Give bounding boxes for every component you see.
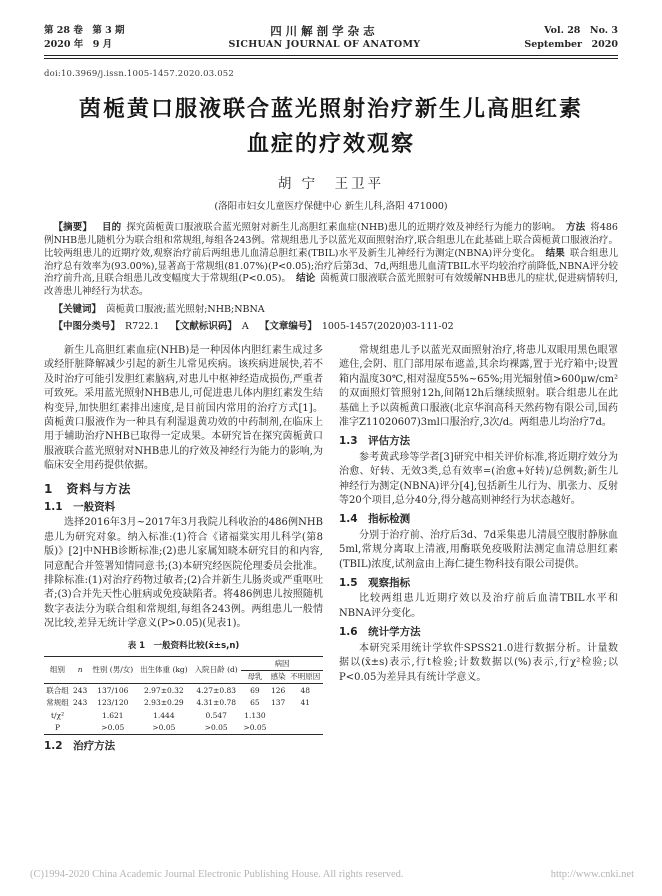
table-cell: 137 (270, 698, 286, 708)
table-cell: 2.93±0.29 (144, 698, 184, 708)
table1-body (44, 684, 323, 735)
doc-code-tag: 【文献标识码】 (170, 320, 237, 332)
journal-masthead (44, 24, 618, 52)
cnki-link[interactable]: http://www.cnki.net (550, 869, 634, 880)
article-number: 1005-1457(2020)03-111-02 (321, 320, 454, 332)
article-affiliation: (洛阳市妇女儿童医疗保健中心 新生儿科,洛阳 471000) (214, 201, 448, 213)
table1-title: 表 1 一般资料比较(x̄±s,n) (127, 640, 240, 651)
section-heading-general-data: 1.1 一般资料 (44, 501, 116, 514)
abstract-methods-label: 方法 (566, 222, 586, 234)
section-heading-observation: 1.5 观察指标 (339, 577, 411, 590)
clc-tag: 【中图分类号】 (53, 320, 121, 332)
table1-col-cause-infection: 感染 (270, 672, 286, 682)
issue-volume-cn: 第 28 卷 第 3 期 (44, 25, 125, 36)
table-cell: P (55, 723, 61, 733)
issue-volume-en: Vol. 28 No. 3 (544, 25, 618, 36)
treatment-paragraph: 常规组患儿予以蓝光双面照射治疗,将患儿双眼用黑色眼罩遮住,会阴、肛门部用尿布遮盖,其余均裸露,置于光疗箱中;设置箱内温度30℃,相对湿度55%~65%;用光辐射值>600μw/cm²的双面照灯管照射12h,间隔12h后继续照射。联合组患儿在此基础上予以茵栀黄口服液(北京华润高科天然药物有限公司,国药准字Z11020607)3ml口服治疗,3次/d。两组患儿均治疗7d。 (339, 344, 618, 428)
table-cell (71, 709, 89, 722)
clc-number: R722.1 (125, 320, 160, 332)
journal-name-block (125, 24, 525, 52)
issue-date-cn: 2020 年 9 月 (44, 39, 113, 50)
issue-date-en: September 2020 (524, 39, 618, 50)
table1-col-cause-breastmilk: 母乳 (247, 672, 263, 682)
abstract-conclusion-text: 茵栀黄口服液联合蓝光照射可有效缓解NHB患儿的症状,促进病情转归,改善患儿神经行为状态。 (44, 273, 618, 298)
abstract-methods-text: 将486例NHB患儿随机分为联合组和常规组,每组各243例。常规组患儿予以蓝光双面照射治疗,联合组患儿在此基础上联合茵栀黄口服液治疗。比较两组患儿的近期疗效,观察治疗前后两组患儿血清总胆红素(TBIL)水平及新生儿神经行为测定(NBNA)评分变化。 (44, 222, 618, 259)
abstract-conclusion-label: 结论 (296, 273, 316, 285)
intro-paragraph: 新生儿高胆红素血症(NHB)是一种因体内胆红素生成过多或经肝脏降解减少引起的新生儿常见疾病。该疾病进展快,若不及时治疗可能引发胆红素脑病,对患儿中枢神经造成损伤,严重者可致死。采用蓝光照射NHB患儿,可促进患儿体内胆红素发生结构变异,加快胆红素排出速度,是目前国内常用的治疗方式[1]。茵栀黄口服液作为一种具有利湿退黄功效的中药制剂,在临床上用于辅助治疗NHB已取得一定成果。本研究旨在探究茵栀黄口服液联合蓝光照射对NHB患儿的疗效及神经行为能力的影响,为临床安全用药提供依据。 (44, 344, 323, 472)
table-cell: 0.547 (205, 710, 227, 720)
table1-col-sex: 性别 (男/女) (92, 665, 134, 675)
table-row (44, 684, 323, 697)
table-row (44, 709, 323, 722)
table-cell: >0.05 (204, 723, 228, 733)
masthead-divider (44, 55, 618, 59)
table-row (44, 722, 323, 735)
table-cell: 65 (250, 698, 260, 708)
issue-info-en (524, 24, 618, 52)
table1-col-cause: 病因 (241, 657, 323, 671)
table-cell: t/χ² (51, 710, 65, 720)
abstract-tag: 【摘要】 (53, 222, 92, 234)
table-cell: 1.444 (153, 710, 175, 720)
keywords-tag: 【关键词】 (53, 303, 102, 315)
issue-info-cn (44, 24, 125, 52)
abstract-objective-label: 目的 (101, 222, 122, 234)
abstract-objective-text: 探究茵栀黄口服液联合蓝光照射对新生儿高胆红素血症(NHB)患儿的近期疗效及神经行为能力的影响。 (126, 222, 561, 234)
table-cell: 126 (270, 685, 286, 695)
table1-col-age: 入院日龄 (d) (194, 665, 238, 675)
abstract-results-label: 结果 (545, 247, 565, 259)
table-cell (288, 709, 323, 722)
table-cell: >0.05 (152, 723, 176, 733)
table-cell: 4.27±0.83 (196, 685, 237, 695)
table-cell: 137/106 (97, 685, 129, 695)
table-cell: 常规组 (46, 698, 69, 708)
table-cell: >0.05 (243, 723, 267, 733)
table-cell: 123/120 (97, 698, 129, 708)
page-footer (30, 869, 634, 880)
journal-name-cn: 四川解剖学杂志 (270, 24, 379, 38)
section-heading-methods: 1 资料与方法 (44, 481, 132, 496)
table-cell: >0.05 (101, 723, 125, 733)
table-cell: 1.621 (102, 710, 124, 720)
section-heading-treatment: 1.2 治疗方法 (44, 740, 116, 753)
table-cell (71, 722, 89, 735)
article-authors: 胡 宁 王卫平 (277, 176, 385, 193)
table-cell: 48 (300, 685, 311, 695)
article-no-tag: 【文章编号】 (259, 320, 317, 332)
table-cell: 4.31±0.78 (196, 698, 237, 708)
table-cell: 243 (72, 698, 88, 708)
table-cell (269, 722, 288, 735)
table-cell: 1.130 (244, 710, 266, 720)
evaluation-paragraph: 参考黄武珍等学者[3]研究中相关评价标准,将近期疗效分为治愈、好转、无效3类,总有效率=(治愈+好转)/总例数;新生儿神经行为测定(NBNA)评分[4],包括新生儿行为、肌张力、反射等20个项目,总分40分,得分越高则神经行为状态越好。 (339, 451, 618, 507)
abstract-paragraph (44, 222, 618, 299)
table-cell: 2.97±0.32 (144, 685, 184, 695)
classification-line (44, 320, 618, 333)
copyright-text: (C)1994-2020 China Academic Journal Electronic Publishing House. All rights reserved. (30, 869, 404, 880)
body-columns (44, 344, 618, 756)
index-detection-paragraph: 分别于治疗前、治疗后3d、7d采集患儿清晨空腹肘静脉血5ml,常规分离取上清液,用酶联免疫吸附法测定血清总胆红素(TBIL)浓度,试剂盒由上海仁捷生物科技有限公司提供。 (339, 529, 618, 570)
table-cell: 41 (300, 698, 311, 708)
table1-col-group: 组别 (50, 665, 66, 675)
table1-col-n: n (77, 665, 83, 675)
abstract-results-text: 联合组患儿治疗总有效率为(93.00%),显著高于常规组(81.07%)(P<0.05);治疗后第3d、7d,两组患儿血清TBIL水平均较治疗前降低,NBNA评分较治疗前升高,且联合组患儿改变幅度大于常规组(P<0.05)。 (44, 247, 618, 285)
table-cell: 联合组 (46, 685, 69, 695)
table-cell: 243 (72, 685, 88, 695)
table1 (44, 656, 323, 735)
table1-col-cause-unknown: 不明原因 (290, 672, 321, 682)
section-heading-statistics: 1.6 统计学方法 (339, 626, 421, 639)
right-column (339, 344, 618, 756)
doc-code: A (241, 320, 249, 332)
observation-paragraph: 比较两组患儿近期疗效以及治疗前后血清TBIL水平和NBNA评分变化。 (339, 593, 618, 619)
keywords-line (44, 303, 618, 316)
table-cell (288, 722, 323, 735)
table-row (44, 697, 323, 710)
table-cell (269, 709, 288, 722)
doi-line: doi:10.3969/j.issn.1005-1457.2020.03.052 (44, 69, 235, 80)
general-data-paragraph: 选择2016年3月~2017年3月我院儿科收治的486例NHB患儿为研究对象。纳入标准:(1)符合《诸福棠实用儿科学(第8版)》[2]中NHB诊断标准;(2)患儿家属知晓本研究目的和内容,同意配合并签署知情同意书;(3)本研究经医院伦理委员会批准。排除标准:(1)对治疗药物过敏者;(2)合并新生儿肠炎或严重呕吐者;(3)合并先天性心脏病或免疫缺陷者。将486例患儿按照随机数字表法分为联合组和常规组,每组各243例。两组患儿一般情况比较,差异无统计学意义(P>0.05)(见表1)。 (44, 517, 323, 630)
statistics-paragraph: 本研究采用统计学软件SPSS21.0进行数据分析。计量数据以(x̄±s)表示,行t检验;计数数据以(%)表示,行χ²检验;以P<0.05为差异具有统计学意义。 (339, 642, 618, 683)
keywords-text: 茵栀黄口服液;蓝光照射;NHB;NBNA (106, 303, 265, 315)
left-column (44, 344, 323, 756)
table1-col-weight: 出生体重 (kg) (140, 665, 188, 675)
table-cell: 69 (250, 685, 260, 695)
section-heading-index-detection: 1.4 指标检测 (339, 513, 411, 526)
section-heading-evaluation: 1.3 评估方法 (339, 435, 411, 448)
table1-header (44, 657, 323, 684)
article-title: 茵栀黄口服液联合蓝光照射治疗新生儿高胆红素血症的疗效观察 (78, 96, 583, 158)
journal-name-en: SICHUAN JOURNAL OF ANATOMY (228, 39, 421, 50)
